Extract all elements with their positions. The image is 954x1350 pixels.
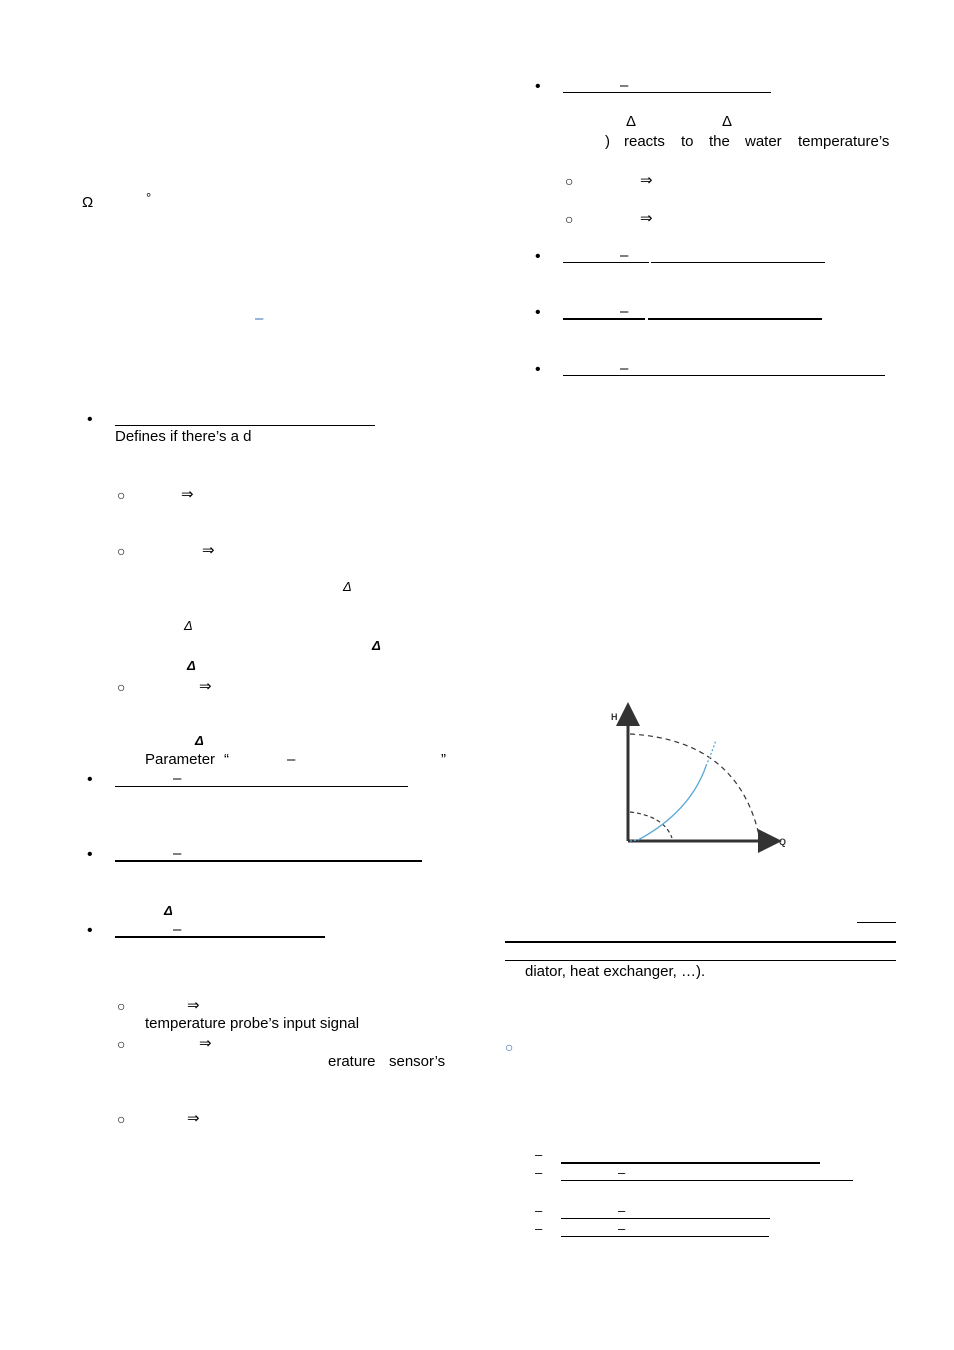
erature-text: erature	[328, 1053, 376, 1070]
r-list-inner-dash-4: –	[618, 1221, 626, 1236]
r-heading-underline-2b	[651, 262, 825, 263]
large-pump-curve	[630, 734, 760, 840]
r-heading-underline-4	[563, 375, 885, 376]
temp-probe-text: temperature probe’s input signal	[145, 1015, 360, 1032]
to-word: to	[681, 133, 694, 150]
heading-dash-4: –	[173, 921, 182, 938]
heading-underline-4	[115, 936, 325, 938]
sub-bullet-5: ○	[117, 1036, 126, 1052]
parameter-word: Parameter	[145, 751, 216, 768]
arrow-6: ⇒	[187, 1110, 200, 1127]
sub-bullet-1: ○	[117, 487, 126, 503]
r-list-underline-2	[561, 1180, 853, 1181]
pump-curve-diagram	[600, 700, 800, 860]
r-bullet-2: •	[535, 248, 541, 265]
heading-dash-2: –	[173, 770, 182, 787]
r-list-inner-dash-3: –	[618, 1203, 626, 1218]
heading-underline-1	[115, 425, 375, 426]
r-short-underline	[857, 922, 896, 923]
heading-underline-2	[115, 786, 408, 787]
temperatures-word: temperature’s	[798, 133, 890, 150]
heading-underline-3	[115, 860, 422, 862]
heading-dash-3: –	[173, 845, 182, 862]
delta-5: Δ	[195, 733, 204, 748]
system-curve-ext	[706, 740, 716, 766]
small-pump-curve	[630, 812, 672, 838]
bullet-2: •	[87, 771, 93, 788]
bullet-4: •	[87, 922, 93, 939]
delta-3: Δ	[372, 638, 381, 653]
r-list-dash-2: –	[535, 1165, 543, 1180]
r-heading-dash-4: –	[620, 360, 629, 377]
r-wide-rule-1	[505, 941, 896, 943]
sensor-text: sensor’s	[389, 1053, 446, 1070]
r-heading-underline-1	[563, 92, 771, 93]
r-delta-1: Δ	[626, 113, 637, 130]
param-dash: –	[287, 751, 296, 768]
r-heading-dash-1: –	[620, 77, 629, 94]
r-heading-underline-3a	[563, 318, 645, 320]
the-word: the	[709, 133, 730, 150]
delta-6: Δ	[164, 903, 173, 918]
r-arrow-1: ⇒	[640, 172, 653, 189]
r-bullet-3: •	[535, 304, 541, 321]
open-quote: “	[224, 751, 229, 768]
arrow-3: ⇒	[199, 678, 212, 695]
r-list-dash-1: –	[535, 1147, 543, 1162]
r-heading-underline-3b	[648, 318, 822, 320]
r-bullet-1: •	[535, 78, 541, 95]
r-delta-2: Δ	[722, 113, 733, 130]
water-word: water	[745, 133, 782, 150]
defines-text: Defines if there’s a d	[115, 428, 252, 445]
r-wide-rule-2	[505, 960, 896, 961]
close-quote: ”	[441, 751, 446, 768]
bullet-1: •	[87, 411, 93, 428]
reacts-word: reacts	[624, 133, 665, 150]
delta-2: Δ	[184, 618, 193, 633]
r-bullet-4: •	[535, 361, 541, 378]
r-heading-dash-3: –	[620, 303, 629, 320]
r-list-underline-1	[561, 1162, 820, 1164]
arrow-4: ⇒	[187, 997, 200, 1014]
arrow-1: ⇒	[181, 486, 194, 503]
r-list-underline-3	[561, 1218, 770, 1219]
sub-bullet-2: ○	[117, 543, 126, 559]
degree-symbol: °	[146, 190, 152, 205]
arrow-5: ⇒	[199, 1035, 212, 1052]
r-list-dash-3: –	[535, 1203, 543, 1218]
r-list-underline-4	[561, 1236, 769, 1237]
r-list-inner-dash-2: –	[618, 1165, 626, 1180]
r-arrow-2: ⇒	[640, 210, 653, 227]
delta-4: Δ	[187, 658, 196, 673]
omega-symbol: Ω	[82, 194, 94, 211]
system-curve	[638, 766, 706, 840]
sub-bullet-3: ○	[117, 679, 126, 695]
sub-bullet-6: ○	[117, 1111, 126, 1127]
diator-text: diator, heat exchanger, …).	[525, 963, 706, 980]
reacts-paren: )	[605, 133, 610, 150]
link-dash[interactable]: –	[255, 310, 264, 327]
r-sub-bullet-2: ○	[565, 211, 574, 227]
r-blue-circle: ○	[505, 1039, 514, 1055]
r-heading-underline-2a	[563, 262, 649, 263]
x-axis-label: Q	[779, 837, 787, 847]
r-heading-dash-2: –	[620, 247, 629, 264]
r-list-dash-4: –	[535, 1221, 543, 1236]
sub-bullet-4: ○	[117, 998, 126, 1014]
r-sub-bullet-1: ○	[565, 173, 574, 189]
bullet-3: •	[87, 846, 93, 863]
y-axis-label: H	[611, 712, 618, 722]
delta-1: Δ	[343, 579, 352, 594]
arrow-2: ⇒	[202, 542, 215, 559]
